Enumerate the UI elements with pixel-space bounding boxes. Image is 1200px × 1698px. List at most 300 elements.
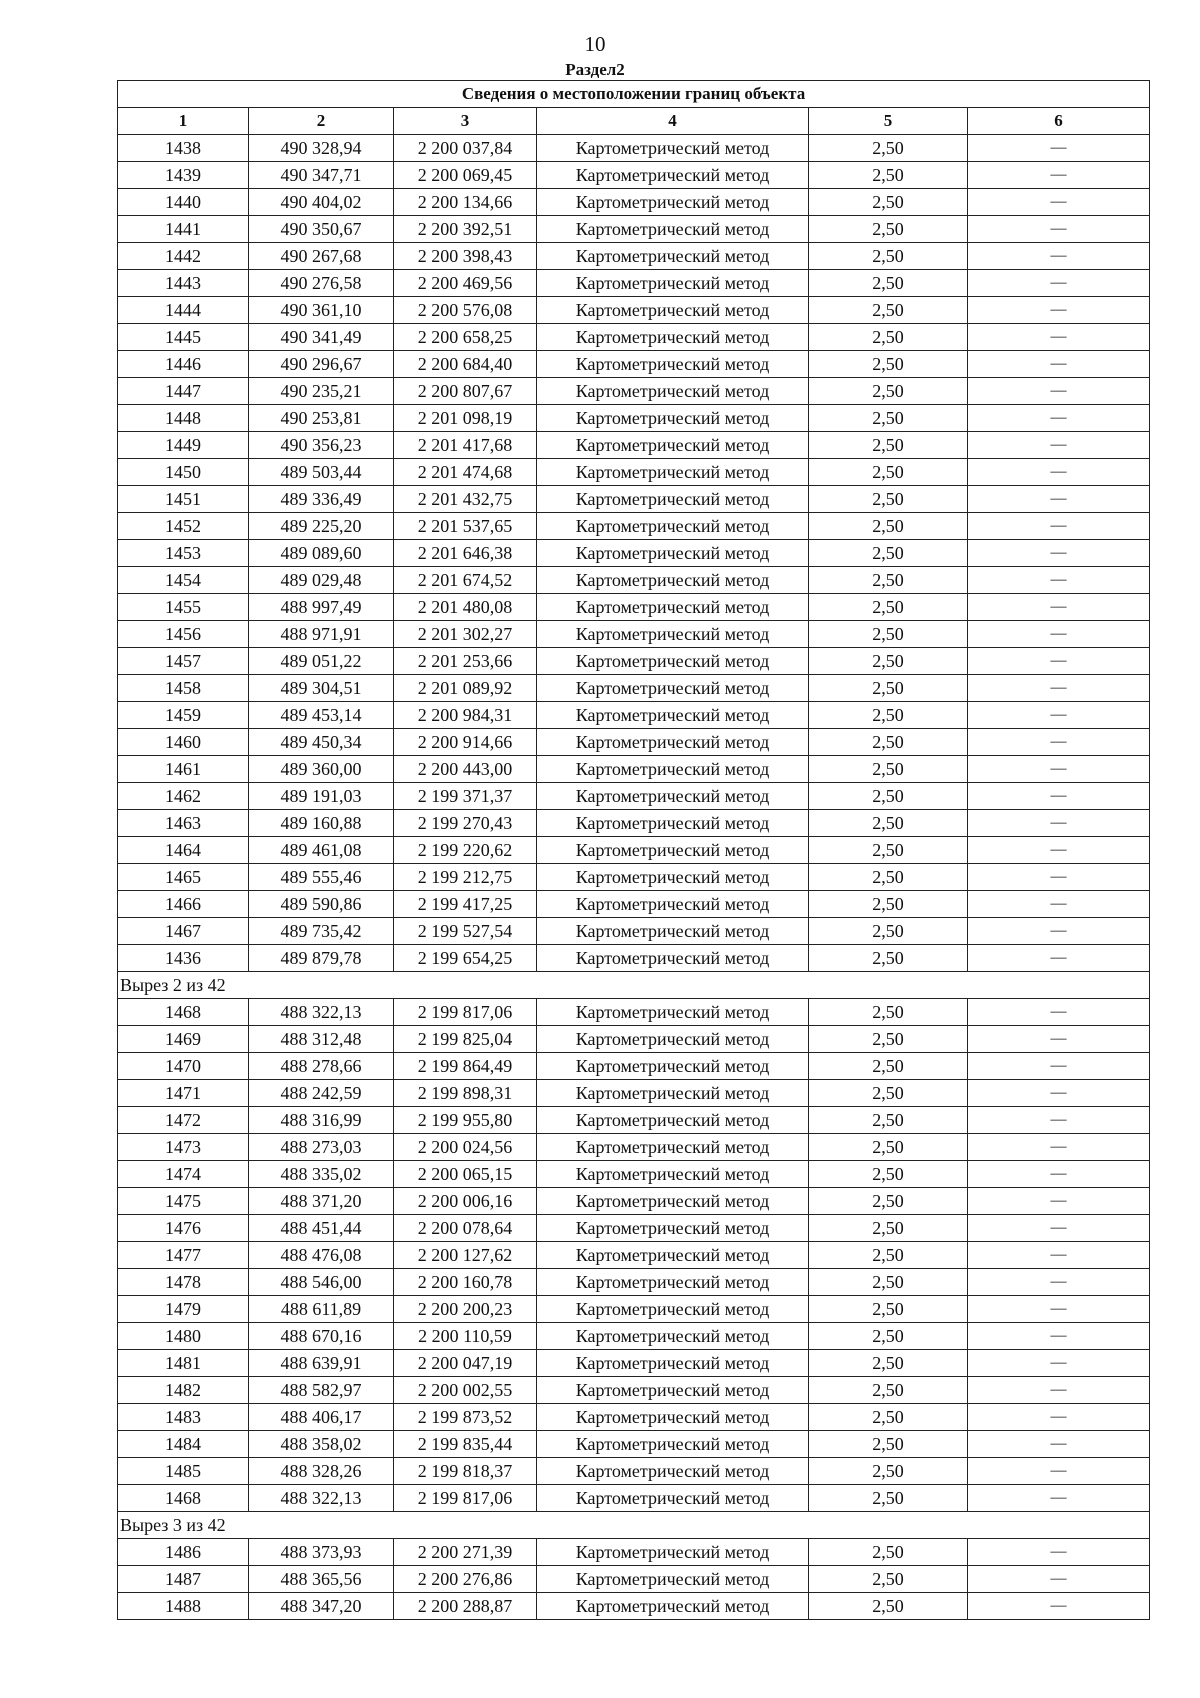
table-row — [118, 783, 1150, 810]
cell-point-number: 1466 — [118, 891, 249, 918]
cell-coord-x: 488 373,93 — [249, 1539, 394, 1566]
cell-method: Картометрический метод — [537, 810, 809, 837]
cell-method: Картометрический метод — [537, 621, 809, 648]
cell-coord-y: 2 201 674,52 — [394, 567, 537, 594]
cell-method: Картометрический метод — [537, 756, 809, 783]
cell-coord-x: 488 347,20 — [249, 1593, 394, 1620]
cell-accuracy: 2,50 — [809, 378, 968, 405]
cell-coord-y: 2 200 398,43 — [394, 243, 537, 270]
cell-description: — — [968, 270, 1150, 297]
cell-point-number: 1462 — [118, 783, 249, 810]
cell-point-number: 1479 — [118, 1296, 249, 1323]
table-row — [118, 189, 1150, 216]
cell-coord-y: 2 199 817,06 — [394, 999, 537, 1026]
table-body — [118, 135, 1150, 1620]
cell-description: — — [968, 1566, 1150, 1593]
cell-coord-y: 2 201 474,68 — [394, 459, 537, 486]
page-number: 10 — [584, 32, 606, 56]
cell-coord-x: 489 450,34 — [249, 729, 394, 756]
cell-point-number: 1476 — [118, 1215, 249, 1242]
cell-coord-x: 489 461,08 — [249, 837, 394, 864]
cell-coord-y: 2 200 065,15 — [394, 1161, 537, 1188]
table-row — [118, 1134, 1150, 1161]
cell-accuracy: 2,50 — [809, 1026, 968, 1053]
cell-description: — — [968, 1242, 1150, 1269]
cell-accuracy: 2,50 — [809, 1188, 968, 1215]
cell-method: Картометрический метод — [537, 1188, 809, 1215]
cell-coord-x: 488 242,59 — [249, 1080, 394, 1107]
cell-coord-y: 2 200 443,00 — [394, 756, 537, 783]
cell-description: — — [968, 324, 1150, 351]
cell-point-number: 1454 — [118, 567, 249, 594]
cell-accuracy: 2,50 — [809, 702, 968, 729]
table-row — [118, 1431, 1150, 1458]
cell-description: — — [968, 810, 1150, 837]
cell-description: — — [968, 783, 1150, 810]
table-row — [118, 999, 1150, 1026]
cell-point-number: 1471 — [118, 1080, 249, 1107]
table-row — [118, 1026, 1150, 1053]
section-title: Раздел2 — [565, 60, 625, 79]
cell-method: Картометрический метод — [537, 513, 809, 540]
cell-method: Картометрический метод — [537, 1080, 809, 1107]
cell-accuracy: 2,50 — [809, 918, 968, 945]
cell-coord-y: 2 199 270,43 — [394, 810, 537, 837]
cell-method: Картометрический метод — [537, 1215, 809, 1242]
cell-accuracy: 2,50 — [809, 648, 968, 675]
cell-accuracy: 2,50 — [809, 1593, 968, 1620]
cell-coord-y: 2 200 078,64 — [394, 1215, 537, 1242]
cell-coord-x: 488 670,16 — [249, 1323, 394, 1350]
cell-description: — — [968, 1107, 1150, 1134]
cell-coord-x: 488 278,66 — [249, 1053, 394, 1080]
cell-coord-x: 488 322,13 — [249, 1485, 394, 1512]
table-row — [118, 1458, 1150, 1485]
cell-method: Картометрический метод — [537, 1458, 809, 1485]
cutout-label: Вырез 3 из 42 — [118, 1512, 1150, 1539]
cell-description: — — [968, 1593, 1150, 1620]
cell-point-number: 1468 — [118, 1485, 249, 1512]
cell-point-number: 1475 — [118, 1188, 249, 1215]
cell-description: — — [968, 1296, 1150, 1323]
cell-accuracy: 2,50 — [809, 1350, 968, 1377]
cell-accuracy: 2,50 — [809, 1053, 968, 1080]
cell-description: — — [968, 1026, 1150, 1053]
cell-coord-x: 489 503,44 — [249, 459, 394, 486]
cell-method: Картометрический метод — [537, 486, 809, 513]
cell-accuracy: 2,50 — [809, 756, 968, 783]
cell-description: — — [968, 594, 1150, 621]
cell-point-number: 1438 — [118, 135, 249, 162]
table-row — [118, 1269, 1150, 1296]
cell-point-number: 1453 — [118, 540, 249, 567]
cell-coord-x: 489 051,22 — [249, 648, 394, 675]
cell-description: — — [968, 459, 1150, 486]
cell-coord-x: 490 361,10 — [249, 297, 394, 324]
cell-coord-y: 2 199 898,31 — [394, 1080, 537, 1107]
table-row — [118, 243, 1150, 270]
table-row — [118, 1539, 1150, 1566]
cell-description: — — [968, 1134, 1150, 1161]
cell-coord-x: 488 997,49 — [249, 594, 394, 621]
cell-coord-y: 2 200 160,78 — [394, 1269, 537, 1296]
cell-accuracy: 2,50 — [809, 513, 968, 540]
cell-description: — — [968, 540, 1150, 567]
cell-method: Картометрический метод — [537, 459, 809, 486]
cell-accuracy: 2,50 — [809, 810, 968, 837]
cell-coord-y: 2 201 089,92 — [394, 675, 537, 702]
cell-description: — — [968, 378, 1150, 405]
cell-description: — — [968, 216, 1150, 243]
cell-coord-y: 2 200 110,59 — [394, 1323, 537, 1350]
cell-accuracy: 2,50 — [809, 567, 968, 594]
cell-point-number: 1443 — [118, 270, 249, 297]
cutout-separator-row — [118, 972, 1150, 999]
cell-description: — — [968, 1350, 1150, 1377]
cell-coord-x: 488 639,91 — [249, 1350, 394, 1377]
cell-coord-y: 2 201 646,38 — [394, 540, 537, 567]
table-row — [118, 540, 1150, 567]
table-row — [118, 1485, 1150, 1512]
cell-coord-x: 488 316,99 — [249, 1107, 394, 1134]
cell-method: Картометрический метод — [537, 1485, 809, 1512]
cell-coord-x: 490 267,68 — [249, 243, 394, 270]
cell-method: Картометрический метод — [537, 1296, 809, 1323]
cell-point-number: 1455 — [118, 594, 249, 621]
cell-method: Картометрический метод — [537, 1566, 809, 1593]
table-row — [118, 459, 1150, 486]
cell-point-number: 1448 — [118, 405, 249, 432]
cell-description: — — [968, 756, 1150, 783]
cell-method: Картометрический метод — [537, 648, 809, 675]
cell-coord-x: 489 453,14 — [249, 702, 394, 729]
cell-accuracy: 2,50 — [809, 405, 968, 432]
cell-coord-y: 2 200 576,08 — [394, 297, 537, 324]
cell-method: Картометрический метод — [537, 432, 809, 459]
cell-coord-x: 489 360,00 — [249, 756, 394, 783]
cell-coord-y: 2 200 134,66 — [394, 189, 537, 216]
cell-description: — — [968, 702, 1150, 729]
cell-point-number: 1465 — [118, 864, 249, 891]
table-row — [118, 1161, 1150, 1188]
table-row — [118, 1593, 1150, 1620]
cell-coord-x: 490 276,58 — [249, 270, 394, 297]
cell-point-number: 1477 — [118, 1242, 249, 1269]
table-row — [118, 216, 1150, 243]
cell-coord-y: 2 200 288,87 — [394, 1593, 537, 1620]
column-header: 4 — [537, 108, 809, 135]
table-row — [118, 324, 1150, 351]
cell-method: Картометрический метод — [537, 864, 809, 891]
cell-description: — — [968, 1215, 1150, 1242]
cell-coord-y: 2 201 098,19 — [394, 405, 537, 432]
cell-coord-y: 2 199 371,37 — [394, 783, 537, 810]
cell-coord-y: 2 200 002,55 — [394, 1377, 537, 1404]
cell-point-number: 1442 — [118, 243, 249, 270]
cell-accuracy: 2,50 — [809, 1431, 968, 1458]
cell-point-number: 1473 — [118, 1134, 249, 1161]
cell-coord-x: 488 335,02 — [249, 1161, 394, 1188]
cell-method: Картометрический метод — [537, 1269, 809, 1296]
table-row — [118, 1188, 1150, 1215]
cell-accuracy: 2,50 — [809, 1134, 968, 1161]
cell-accuracy: 2,50 — [809, 216, 968, 243]
cell-point-number: 1468 — [118, 999, 249, 1026]
cell-point-number: 1445 — [118, 324, 249, 351]
table-row — [118, 945, 1150, 972]
cell-method: Картометрический метод — [537, 297, 809, 324]
cell-point-number: 1436 — [118, 945, 249, 972]
cell-accuracy: 2,50 — [809, 891, 968, 918]
column-header: 5 — [809, 108, 968, 135]
cell-coord-x: 489 735,42 — [249, 918, 394, 945]
cell-coord-x: 489 160,88 — [249, 810, 394, 837]
cell-coord-y: 2 201 253,66 — [394, 648, 537, 675]
cell-point-number: 1457 — [118, 648, 249, 675]
cell-point-number: 1452 — [118, 513, 249, 540]
cell-coord-y: 2 200 807,67 — [394, 378, 537, 405]
cell-coord-y: 2 201 480,08 — [394, 594, 537, 621]
cell-point-number: 1463 — [118, 810, 249, 837]
cell-accuracy: 2,50 — [809, 1080, 968, 1107]
cell-coord-x: 488 371,20 — [249, 1188, 394, 1215]
cell-description: — — [968, 648, 1150, 675]
cell-accuracy: 2,50 — [809, 729, 968, 756]
cell-description: — — [968, 1269, 1150, 1296]
cell-point-number: 1480 — [118, 1323, 249, 1350]
cell-accuracy: 2,50 — [809, 324, 968, 351]
table-row — [118, 864, 1150, 891]
cell-method: Картометрический метод — [537, 378, 809, 405]
cell-coord-x: 489 191,03 — [249, 783, 394, 810]
cell-method: Картометрический метод — [537, 189, 809, 216]
table-row — [118, 486, 1150, 513]
cell-coord-y: 2 199 527,54 — [394, 918, 537, 945]
cell-method: Картометрический метод — [537, 567, 809, 594]
table-row — [118, 918, 1150, 945]
cell-coord-x: 488 611,89 — [249, 1296, 394, 1323]
cell-accuracy: 2,50 — [809, 621, 968, 648]
cell-description: — — [968, 1485, 1150, 1512]
cell-description: — — [968, 891, 1150, 918]
cell-coord-y: 2 200 037,84 — [394, 135, 537, 162]
cell-coord-x: 489 029,48 — [249, 567, 394, 594]
cell-coord-y: 2 200 047,19 — [394, 1350, 537, 1377]
cell-description: — — [968, 1404, 1150, 1431]
cell-accuracy: 2,50 — [809, 1485, 968, 1512]
cutout-separator-row — [118, 1512, 1150, 1539]
table-row — [118, 378, 1150, 405]
cell-accuracy: 2,50 — [809, 1404, 968, 1431]
cell-method: Картометрический метод — [537, 1377, 809, 1404]
cell-coord-x: 488 971,91 — [249, 621, 394, 648]
cell-coord-x: 489 879,78 — [249, 945, 394, 972]
cell-coord-y: 2 199 654,25 — [394, 945, 537, 972]
column-header: 6 — [968, 108, 1150, 135]
cell-method: Картометрический метод — [537, 675, 809, 702]
cell-description: — — [968, 621, 1150, 648]
cell-accuracy: 2,50 — [809, 1539, 968, 1566]
cell-point-number: 1486 — [118, 1539, 249, 1566]
cell-point-number: 1478 — [118, 1269, 249, 1296]
cell-point-number: 1446 — [118, 351, 249, 378]
cell-coord-x: 489 304,51 — [249, 675, 394, 702]
table-row — [118, 648, 1150, 675]
cell-method: Картометрический метод — [537, 1161, 809, 1188]
cell-method: Картометрический метод — [537, 324, 809, 351]
table-row — [118, 621, 1150, 648]
table-row — [118, 1377, 1150, 1404]
cell-method: Картометрический метод — [537, 216, 809, 243]
cell-coord-y: 2 201 537,65 — [394, 513, 537, 540]
cell-method: Картометрический метод — [537, 1134, 809, 1161]
cell-coord-x: 489 590,86 — [249, 891, 394, 918]
cell-coord-y: 2 199 417,25 — [394, 891, 537, 918]
table-row — [118, 1296, 1150, 1323]
cell-method: Картометрический метод — [537, 1539, 809, 1566]
cell-method: Картометрический метод — [537, 243, 809, 270]
cell-point-number: 1460 — [118, 729, 249, 756]
table-row — [118, 270, 1150, 297]
cell-coord-y: 2 200 200,23 — [394, 1296, 537, 1323]
cell-method: Картометрический метод — [537, 702, 809, 729]
table-row — [118, 594, 1150, 621]
cell-coord-x: 488 451,44 — [249, 1215, 394, 1242]
cell-method: Картометрический метод — [537, 1107, 809, 1134]
cell-point-number: 1472 — [118, 1107, 249, 1134]
cell-coord-y: 2 200 069,45 — [394, 162, 537, 189]
cell-point-number: 1469 — [118, 1026, 249, 1053]
cell-coord-y: 2 201 432,75 — [394, 486, 537, 513]
cell-description: — — [968, 432, 1150, 459]
cell-description: — — [968, 1161, 1150, 1188]
cell-coord-y: 2 200 469,56 — [394, 270, 537, 297]
cell-point-number: 1474 — [118, 1161, 249, 1188]
cell-accuracy: 2,50 — [809, 864, 968, 891]
cell-method: Картометрический метод — [537, 351, 809, 378]
cell-description: — — [968, 729, 1150, 756]
cell-point-number: 1450 — [118, 459, 249, 486]
cell-coord-x: 490 296,67 — [249, 351, 394, 378]
cell-point-number: 1439 — [118, 162, 249, 189]
cell-coord-x: 490 356,23 — [249, 432, 394, 459]
cell-description: — — [968, 837, 1150, 864]
cell-point-number: 1487 — [118, 1566, 249, 1593]
cell-coord-y: 2 199 955,80 — [394, 1107, 537, 1134]
cell-coord-y: 2 201 417,68 — [394, 432, 537, 459]
cell-description: — — [968, 1323, 1150, 1350]
cell-accuracy: 2,50 — [809, 1377, 968, 1404]
cell-accuracy: 2,50 — [809, 135, 968, 162]
table-row — [118, 891, 1150, 918]
table-row — [118, 513, 1150, 540]
cell-accuracy: 2,50 — [809, 270, 968, 297]
cell-accuracy: 2,50 — [809, 1458, 968, 1485]
cell-coord-x: 488 312,48 — [249, 1026, 394, 1053]
cell-coord-y: 2 200 024,56 — [394, 1134, 537, 1161]
cell-point-number: 1488 — [118, 1593, 249, 1620]
table-row — [118, 1215, 1150, 1242]
cell-description: — — [968, 1431, 1150, 1458]
cell-description: — — [968, 486, 1150, 513]
cell-accuracy: 2,50 — [809, 540, 968, 567]
cell-coord-x: 488 546,00 — [249, 1269, 394, 1296]
cell-method: Картометрический метод — [537, 891, 809, 918]
table-row — [118, 810, 1150, 837]
cell-method: Картометрический метод — [537, 945, 809, 972]
cell-description: — — [968, 1188, 1150, 1215]
column-header: 2 — [249, 108, 394, 135]
cell-method: Картометрический метод — [537, 540, 809, 567]
table-row — [118, 297, 1150, 324]
cell-coord-y: 2 199 825,04 — [394, 1026, 537, 1053]
cell-point-number: 1470 — [118, 1053, 249, 1080]
cell-accuracy: 2,50 — [809, 1161, 968, 1188]
table-row — [118, 567, 1150, 594]
cell-accuracy: 2,50 — [809, 1242, 968, 1269]
cell-point-number: 1461 — [118, 756, 249, 783]
table-row — [118, 1053, 1150, 1080]
cell-method: Картометрический метод — [537, 999, 809, 1026]
cell-coord-x: 490 404,02 — [249, 189, 394, 216]
cell-point-number: 1482 — [118, 1377, 249, 1404]
cell-point-number: 1464 — [118, 837, 249, 864]
cell-coord-y: 2 200 684,40 — [394, 351, 537, 378]
table-row — [118, 675, 1150, 702]
cell-coord-y: 2 199 212,75 — [394, 864, 537, 891]
boundary-table — [117, 80, 1150, 1620]
cell-coord-y: 2 200 276,86 — [394, 1566, 537, 1593]
cell-point-number: 1484 — [118, 1431, 249, 1458]
cell-point-number: 1444 — [118, 297, 249, 324]
cell-method: Картометрический метод — [537, 594, 809, 621]
cell-method: Картометрический метод — [537, 837, 809, 864]
cell-accuracy: 2,50 — [809, 594, 968, 621]
cell-method: Картометрический метод — [537, 918, 809, 945]
table-row — [118, 1107, 1150, 1134]
cell-method: Картометрический метод — [537, 1323, 809, 1350]
cell-description: — — [968, 1377, 1150, 1404]
cell-method: Картометрический метод — [537, 783, 809, 810]
cell-coord-x: 490 328,94 — [249, 135, 394, 162]
column-header: 1 — [118, 108, 249, 135]
cell-description: — — [968, 999, 1150, 1026]
cell-description: — — [968, 567, 1150, 594]
cell-point-number: 1481 — [118, 1350, 249, 1377]
cell-accuracy: 2,50 — [809, 351, 968, 378]
cell-coord-x: 488 476,08 — [249, 1242, 394, 1269]
cell-description: — — [968, 1539, 1150, 1566]
cell-description: — — [968, 1080, 1150, 1107]
cell-coord-y: 2 201 302,27 — [394, 621, 537, 648]
cell-method: Картометрический метод — [537, 1053, 809, 1080]
cell-coord-x: 488 358,02 — [249, 1431, 394, 1458]
table-row — [118, 432, 1150, 459]
cell-point-number: 1449 — [118, 432, 249, 459]
cell-point-number: 1440 — [118, 189, 249, 216]
cell-accuracy: 2,50 — [809, 297, 968, 324]
cell-coord-x: 488 328,26 — [249, 1458, 394, 1485]
cell-point-number: 1485 — [118, 1458, 249, 1485]
cell-description: — — [968, 675, 1150, 702]
cell-description: — — [968, 162, 1150, 189]
table-row — [118, 756, 1150, 783]
cell-method: Картометрический метод — [537, 405, 809, 432]
cell-description: — — [968, 1458, 1150, 1485]
table-row — [118, 1323, 1150, 1350]
cell-accuracy: 2,50 — [809, 432, 968, 459]
cell-accuracy: 2,50 — [809, 999, 968, 1026]
